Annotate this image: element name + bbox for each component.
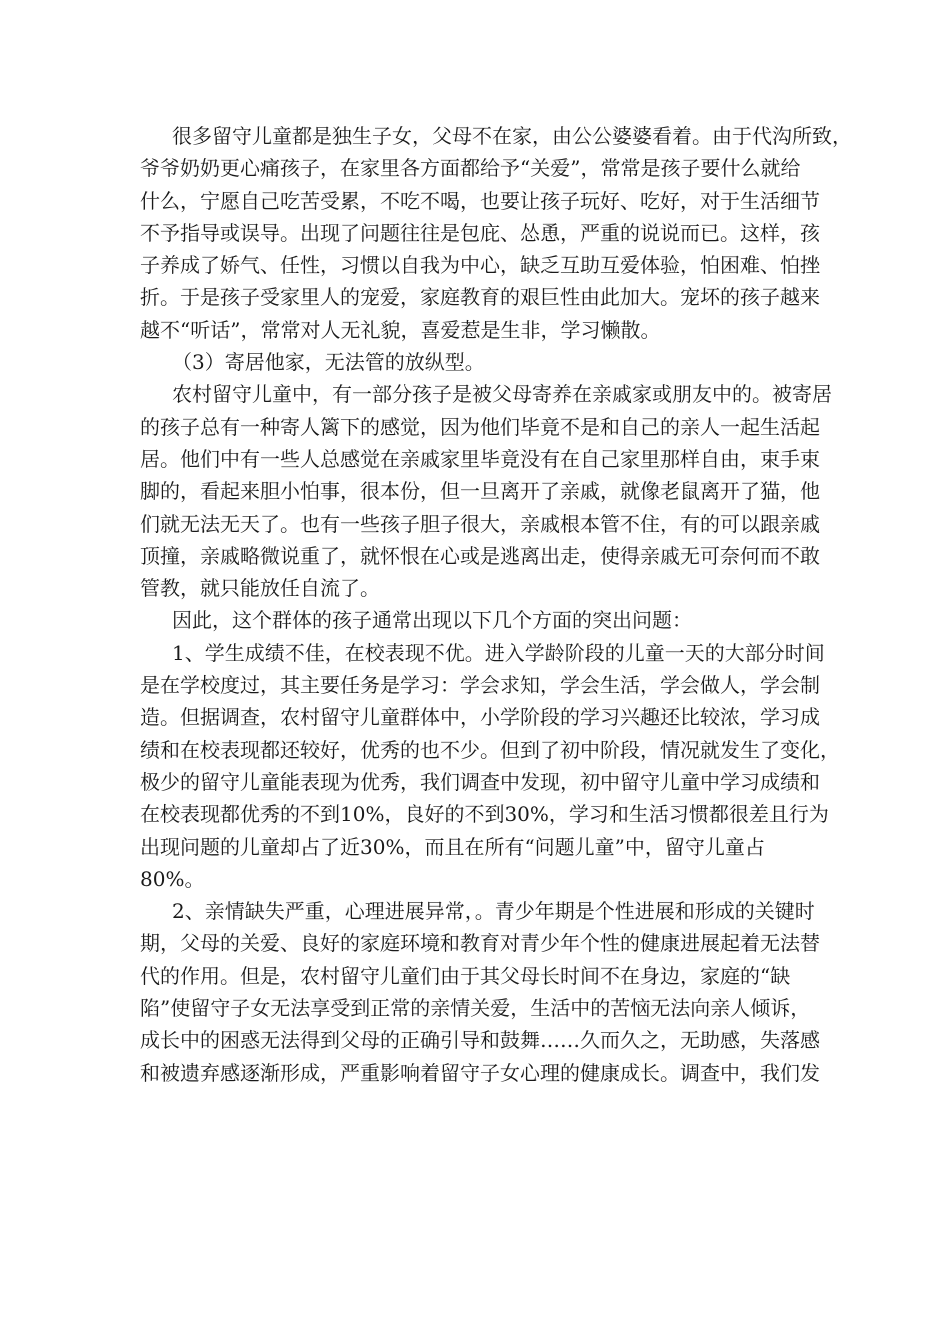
text-line: 农村留守儿童中，有一部分孩子是被父母寄养在亲戚家或朋友中的。被寄居 bbox=[172, 382, 832, 407]
list-item-heading: 1、学生成绩不佳，在校表现不优。进入学龄阶段的儿童一天的大部分时间 bbox=[172, 640, 825, 665]
text-line: 陷”使留守子女无法享受到正常的亲情关爱，生活中的苦恼无法向亲人倾诉， bbox=[140, 996, 811, 1021]
text-line: 出现问题的儿童却占了近30%，而且在所有“问题儿童”中，留守儿童占 bbox=[140, 834, 765, 859]
text-line: 很多留守儿童都是独生子女，父母不在家，由公公婆婆看着。由于代沟所致， bbox=[172, 124, 852, 148]
text-line: 的孩子总有一种寄人篱下的感觉，因为他们毕竟不是和自己的亲人一起生活起 bbox=[140, 414, 820, 439]
text-line: 折。于是孩子受家里人的宠爱，家庭教育的艰巨性由此加大。宠坏的孩子越来 bbox=[140, 285, 820, 310]
text-line: 爷爷奶奶更心痛孩子，在家里各方面都给予“关爱”，常常是孩子要什么就给 bbox=[140, 156, 801, 181]
text-line: 子养成了娇气、任性，习惯以自我为中心，缺乏互助互爱体验，怕困难、怕挫 bbox=[140, 253, 820, 278]
text-line: 期，父母的关爱、良好的家庭环境和教育对青少年个性的健康进展起着无法替 bbox=[140, 931, 820, 956]
list-item-heading: 2、亲情缺失严重，心理进展异常，。青少年期是个性进展和形成的关键时 bbox=[172, 899, 815, 924]
text-line: 和被遗弃感逐渐形成，严重影响着留守子女心理的健康成长。调查中，我们发 bbox=[140, 1060, 820, 1085]
text-line: 在校表现都优秀的不到10%，良好的不到30%，学习和生活习惯都很差且行为 bbox=[140, 802, 829, 827]
text-line: 脚的，看起来胆小怕事，很本份，但一旦离开了亲戚，就像老鼠离开了猫，他 bbox=[140, 479, 820, 504]
text-line: 因此，这个群体的孩子通常出现以下几个方面的突出问题： bbox=[172, 608, 692, 633]
text-line: 不予指导或误导。出现了问题往往是包庇、怂恿，严重的说说而已。这样，孩 bbox=[140, 220, 820, 245]
text-line: 成长中的困惑无法得到父母的正确引导和鼓舞……久而久之，无助感，失落感 bbox=[140, 1028, 820, 1053]
text-line: 是在学校度过，其主要任务是学习：学会求知，学会生活，学会做人，学会制 bbox=[140, 673, 820, 698]
text-line: 什么，宁愿自己吃苦受累，不吃不喝，也要让孩子玩好、吃好，对于生活细节 bbox=[140, 188, 820, 213]
text-line: 越不“听话”，常常对人无礼貌，喜爱惹是生非，学习懒散。 bbox=[140, 317, 661, 342]
document-body bbox=[140, 120, 852, 1089]
text-line: 顶撞，亲戚略微说重了，就怀恨在心或是逃离出走，使得亲戚无可奈何而不敢 bbox=[140, 543, 820, 568]
text-line: 居。他们中有一些人总感觉在亲戚家里毕竟没有在自己家里那样自由，束手束 bbox=[140, 446, 820, 471]
text-line: 们就无法无天了。也有一些孩子胆子很大，亲戚根本管不住，有的可以跟亲戚 bbox=[140, 511, 820, 536]
section-heading: （3）寄居他家，无法管的放纵型。 bbox=[172, 350, 485, 375]
text-line: 绩和在校表现都还较好，优秀的也不少。但到了初中阶段，情况就发生了变化， bbox=[140, 737, 840, 762]
text-line: 80%。 bbox=[140, 866, 205, 891]
text-line: 代的作用。但是，农村留守儿童们由于其父母长时间不在身边，家庭的“缺 bbox=[140, 963, 791, 988]
text-line: 造。但据调查，农村留守儿童群体中，小学阶段的学习兴趣还比较浓，学习成 bbox=[140, 705, 820, 730]
text-line: 管教，就只能放任自流了。 bbox=[140, 576, 380, 601]
text-line: 极少的留守儿童能表现为优秀，我们调查中发现，初中留守儿童中学习成绩和 bbox=[140, 769, 820, 794]
